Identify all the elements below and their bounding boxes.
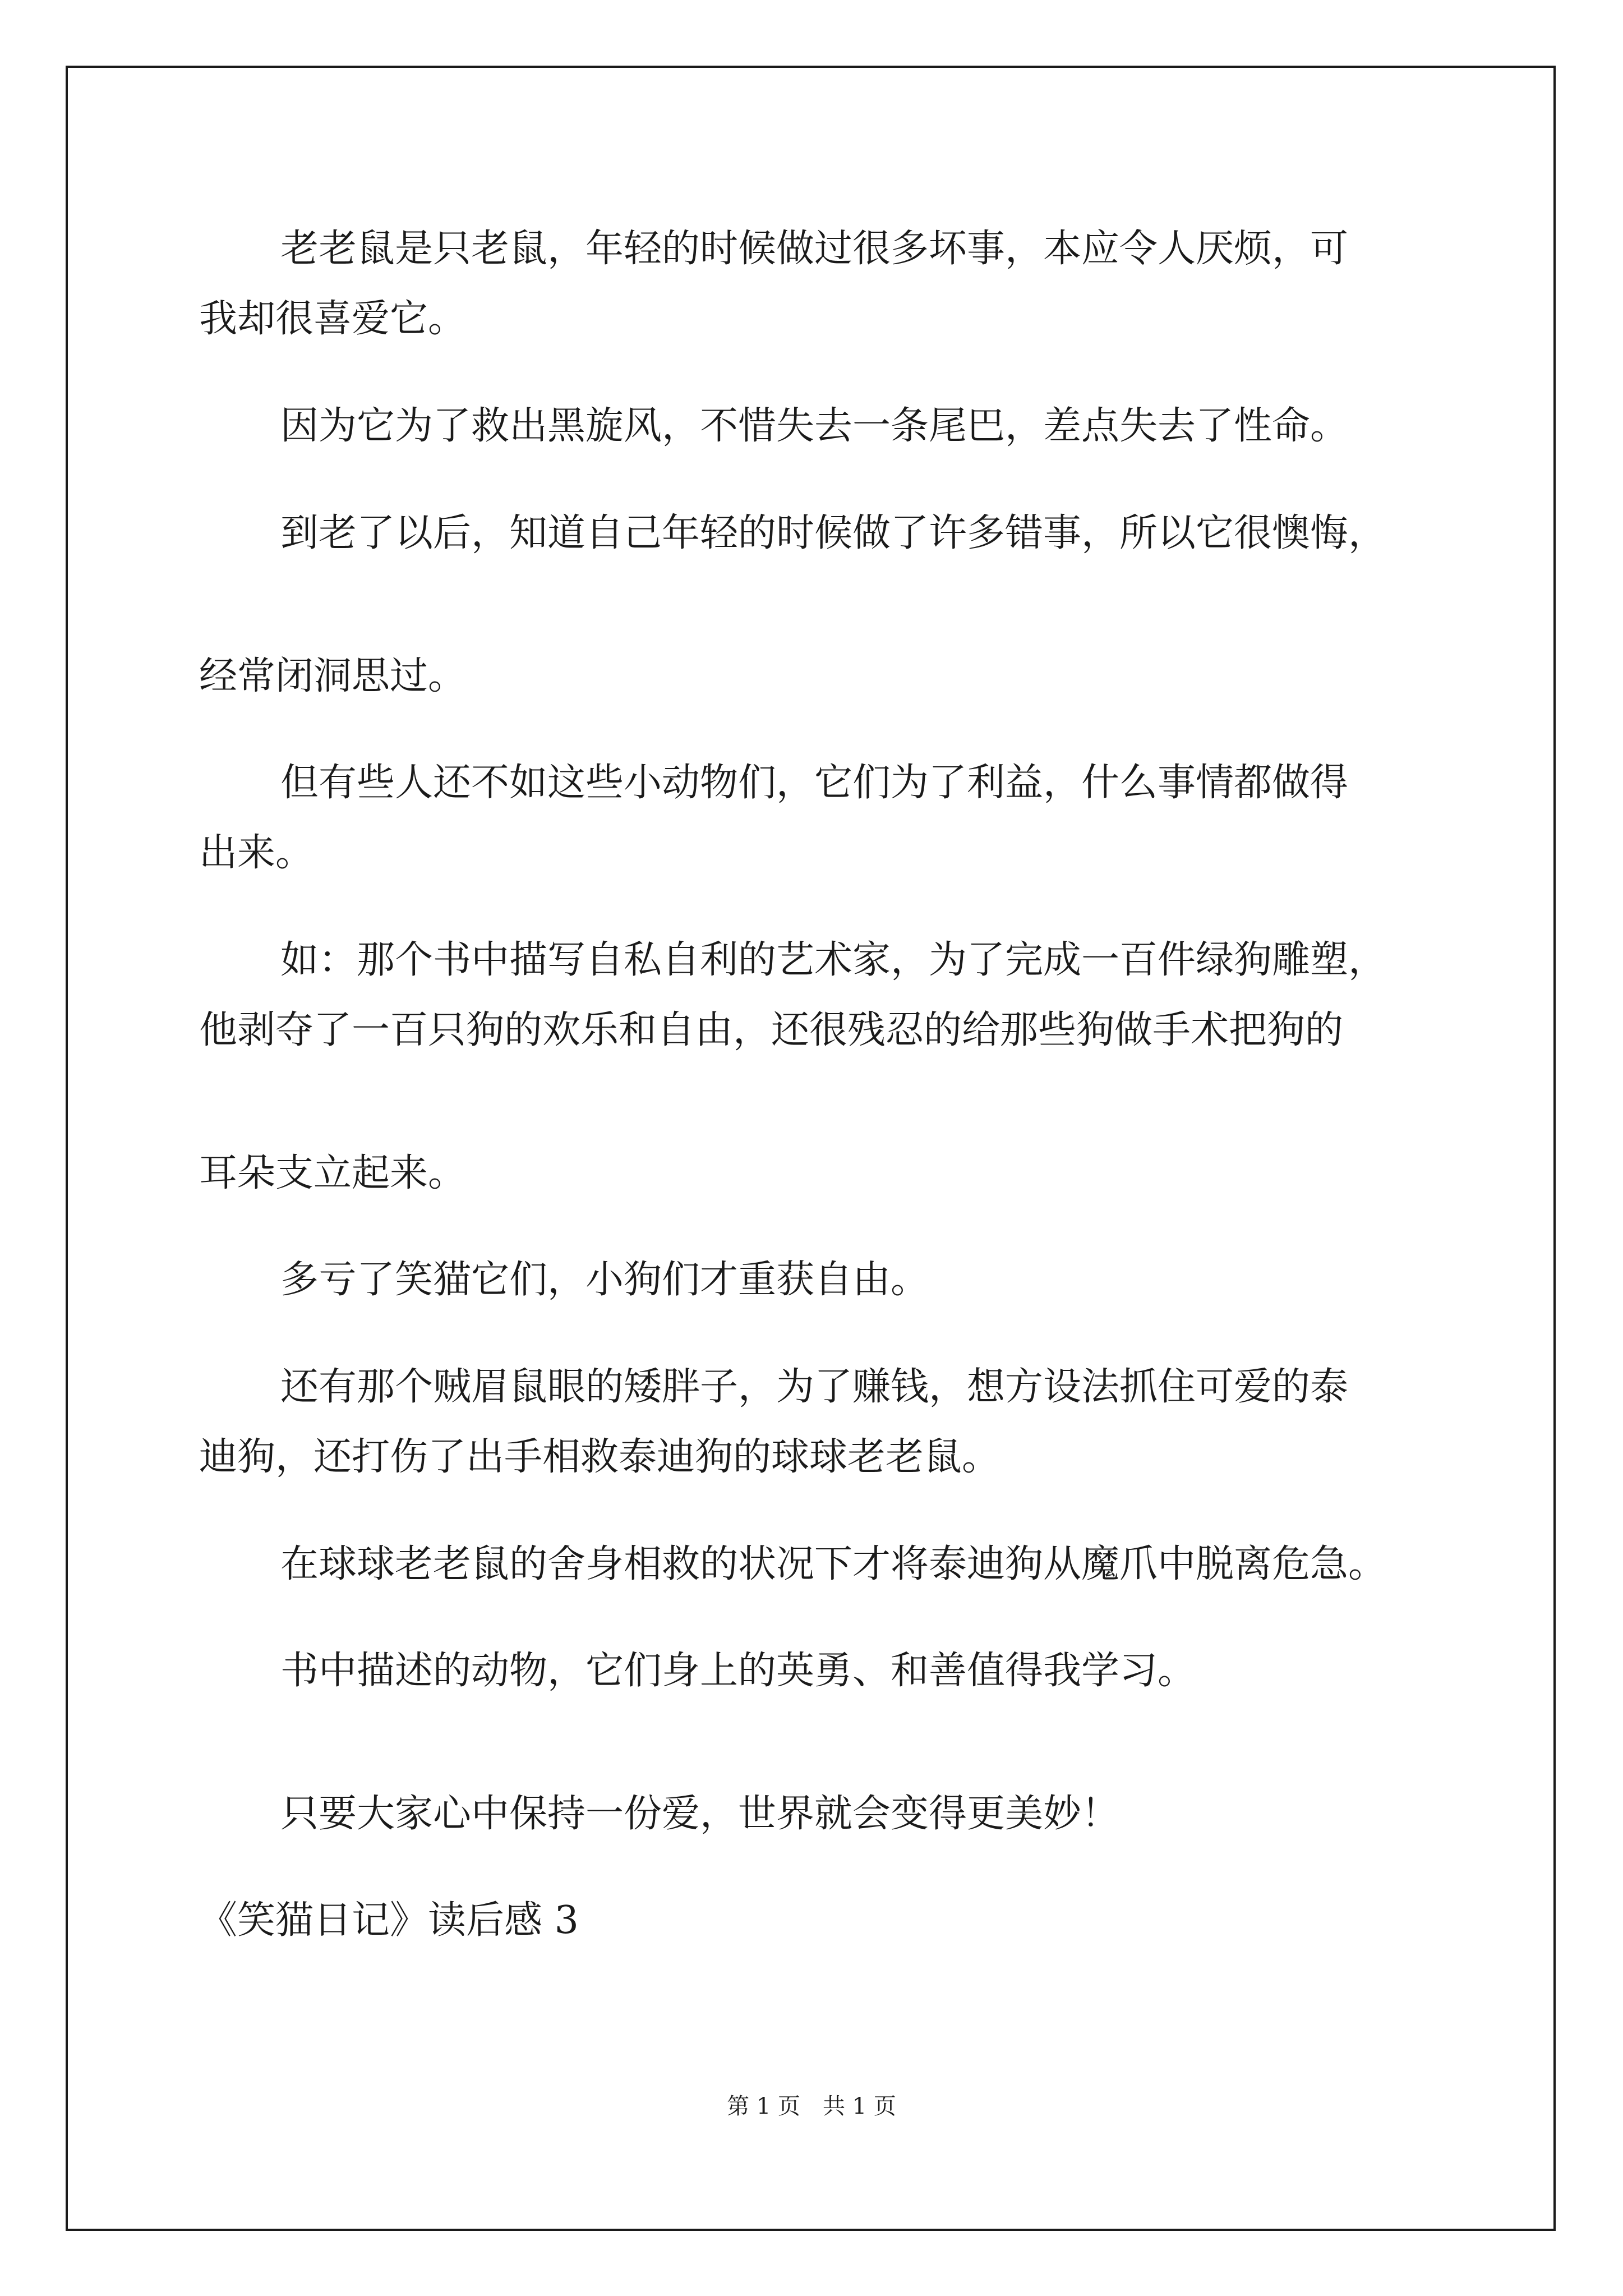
text-line: 到老了以后，知道自己年轻的时候做了许多错事，所以它很懊悔， bbox=[280, 511, 1387, 555]
section-title: 《笑猫日记》读后感 3 bbox=[199, 1898, 579, 1943]
page-number-footer: 第 1 页 共 1 页 bbox=[727, 2093, 896, 2119]
text-line: 书中描述的动物，它们身上的英勇、和善值得我学习。 bbox=[280, 1649, 1196, 1693]
text-line: 在球球老老鼠的舍身相救的状况下才将泰迪狗从魔爪中脱离危急。 bbox=[280, 1542, 1387, 1586]
text-line: 老老鼠是只老鼠，年轻的时候做过很多坏事，本应令人厌烦，可 bbox=[280, 227, 1349, 271]
text-line: 多亏了笑猫它们，小狗们才重获自由。 bbox=[280, 1258, 929, 1302]
text-line: 我却很喜爱它。 bbox=[199, 297, 467, 341]
text-line: 只要大家心中保持一份爱，世界就会变得更美妙！ bbox=[280, 1792, 1120, 1836]
text-line: 迪狗，还打伤了出手相救泰迪狗的球球老老鼠。 bbox=[199, 1435, 1000, 1479]
text-line: 但有些人还不如这些小动物们，它们为了利益，什么事情都做得 bbox=[280, 761, 1349, 805]
text-line: 还有那个贼眉鼠眼的矮胖子，为了赚钱，想方设法抓住可爱的泰 bbox=[280, 1365, 1349, 1409]
text-line: 如：那个书中描写自私自利的艺术家，为了完成一百件绿狗雕塑， bbox=[280, 938, 1387, 982]
text-line: 耳朵支立起来。 bbox=[199, 1151, 467, 1195]
text-line: 因为它为了救出黑旋风，不惜失去一条尾巴，差点失去了性命。 bbox=[280, 404, 1349, 448]
text-line: 他剥夺了一百只狗的欢乐和自由，还很残忍的给那些狗做手术把狗的 bbox=[199, 1008, 1344, 1052]
text-line: 出来。 bbox=[199, 831, 314, 875]
text-line: 经常闭洞思过。 bbox=[199, 654, 467, 698]
